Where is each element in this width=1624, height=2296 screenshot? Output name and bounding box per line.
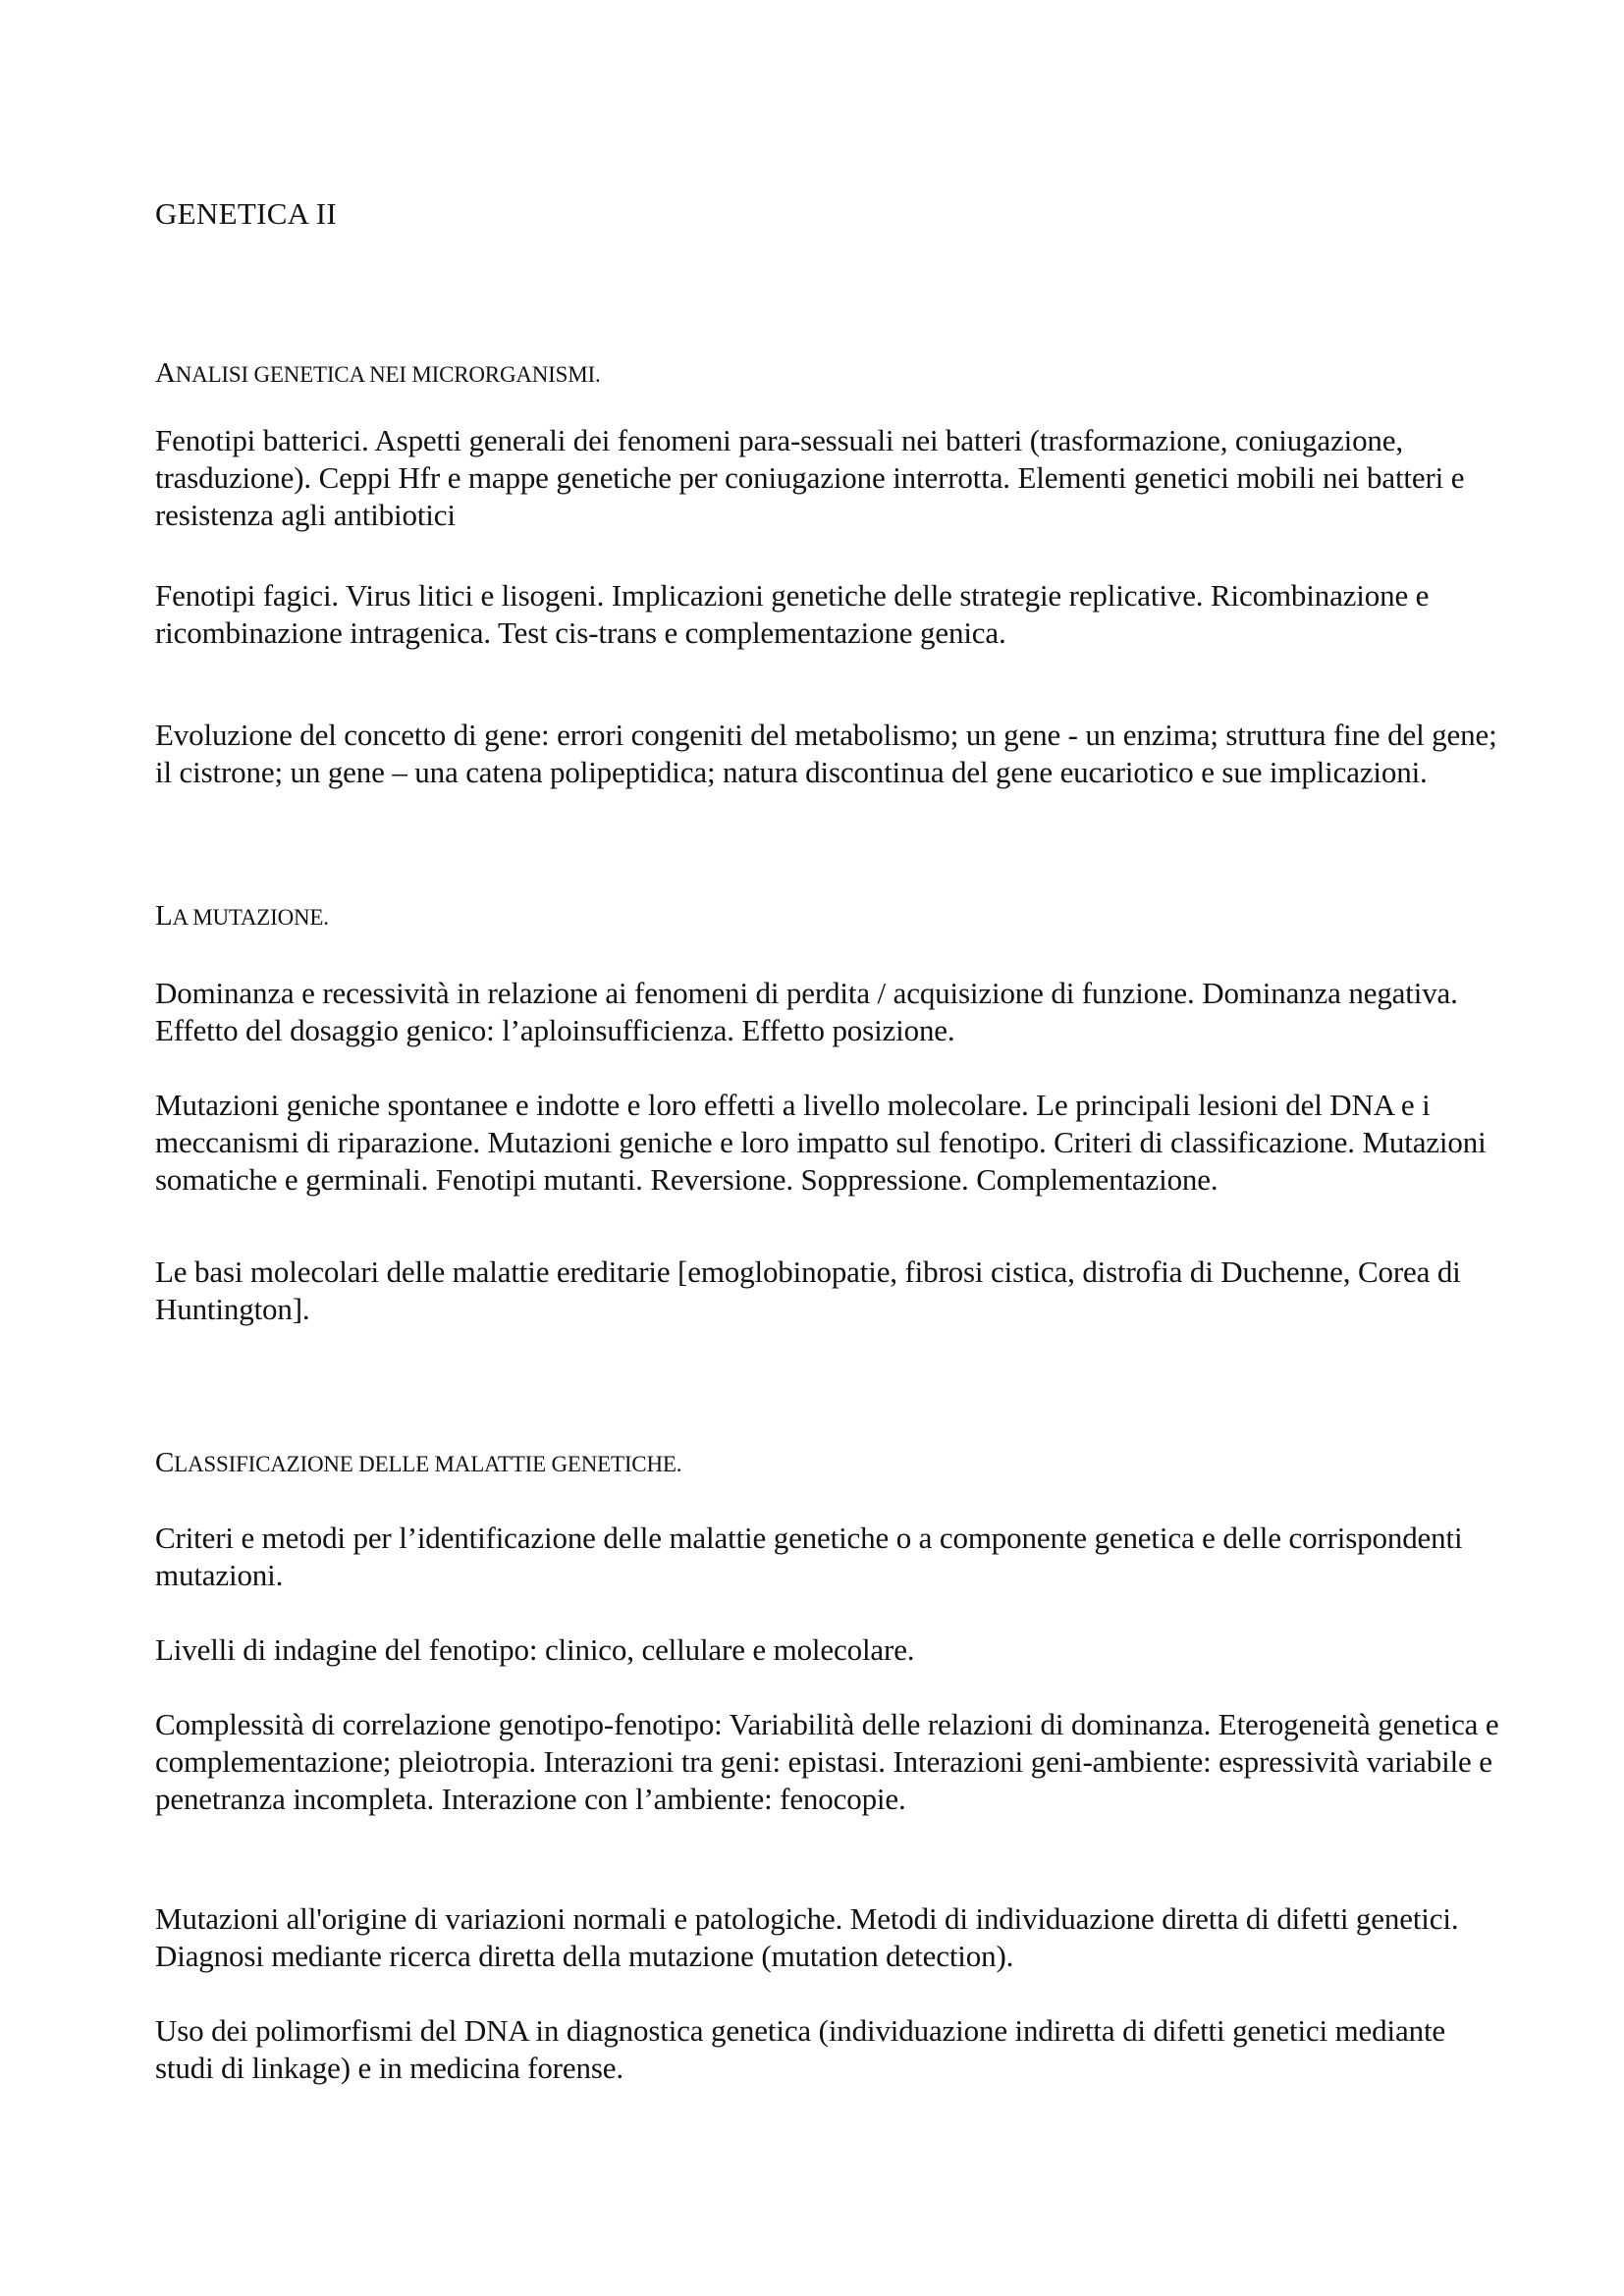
paragraph: Fenotipi batterici. Aspetti generali dei fenomeni para-sessuali nei batteri (trasformazione, coniugazione, trasduzione). Ceppi Hfr e mappe genetiche per coniugazione interrotta. Elementi genetici mobili nei batteri e resistenza agli antibiotici — [155, 423, 1465, 532]
heading-rest: NALISI GENETICA NEI MICRORGANISMI. — [175, 362, 601, 387]
section-heading-microrganismi — [155, 358, 601, 390]
paragraph: Evoluzione del concetto di gene: errori congeniti del metabolismo; un gene - un enzima; struttura fine del gene; il cistrone; un gene – una catena polipeptidica; natura discontinua del gene eucariotico e sue implicazioni. — [155, 718, 1497, 789]
paragraph: Le basi molecolari delle malattie ereditarie [emoglobinopatie, fibrosi cistica, distrofia di Duchenne, Corea di Huntington]. — [155, 1255, 1461, 1326]
paragraph: Complessità di correlazione genotipo-fenotipo: Variabilità delle relazioni di dominanza. Eterogeneità genetica e complementazione; pleiotropia. Interazioni tra geni: epistasi. Interazioni geni-ambiente: espressività variabile e penetranza incompleta. Interazione con l’ambiente: fenocopie. — [155, 1707, 1499, 1816]
paragraph: Mutazioni geniche spontanee e indotte e loro effetti a livello molecolare. Le principali lesioni del DNA e i meccanismi di riparazione. Mutazioni geniche e loro impatto sul fenotipo. Criteri di classificazione. Mutazioni somatiche e germinali. Fenotipi mutanti. Reversione. Soppressione. Complementazione. — [155, 1088, 1487, 1197]
heading-initial: C — [155, 1447, 175, 1478]
paragraph: Livelli di indagine del fenotipo: clinico, cellulare e molecolare. — [155, 1632, 915, 1667]
paragraph: Fenotipi fagici. Virus litici e lisogeni. Implicazioni genetiche delle strategie replicative. Ricombinazione e ricombinazione intragenica. Test cis-trans e complementazione genica. — [155, 578, 1430, 650]
heading-initial: A — [155, 357, 176, 389]
heading-rest: A MUTAZIONE. — [172, 905, 329, 930]
paragraph: Uso dei polimorfismi del DNA in diagnostica genetica (individuazione indiretta di difetti genetici mediante studi di linkage) e in medicina forense. — [155, 2013, 1446, 2085]
paragraph: Mutazioni all'origine di variazioni normali e patologiche. Metodi di individuazione diretta di difetti genetici. Diagnosi mediante ricerca diretta della mutazione (mutation detection). — [155, 1901, 1459, 1973]
section-heading-classificazione — [155, 1448, 681, 1479]
document-title: GENETICA II — [155, 196, 337, 231]
paragraph: Criteri e metodi per l’identificazione delle malattie genetiche o a componente genetica e delle corrispondenti mutazioni. — [155, 1521, 1463, 1592]
paragraph: Dominanza e recessività in relazione ai fenomeni di perdita / acquisizione di funzione. Dominanza negativa. Effetto del dosaggio genico: l’aploinsufficienza. Effetto posizione. — [155, 976, 1458, 1047]
heading-rest: LASSIFICAZIONE DELLE MALATTIE GENETICHE. — [174, 1452, 682, 1476]
heading-initial: L — [155, 900, 173, 932]
section-heading-mutazione — [155, 901, 329, 933]
